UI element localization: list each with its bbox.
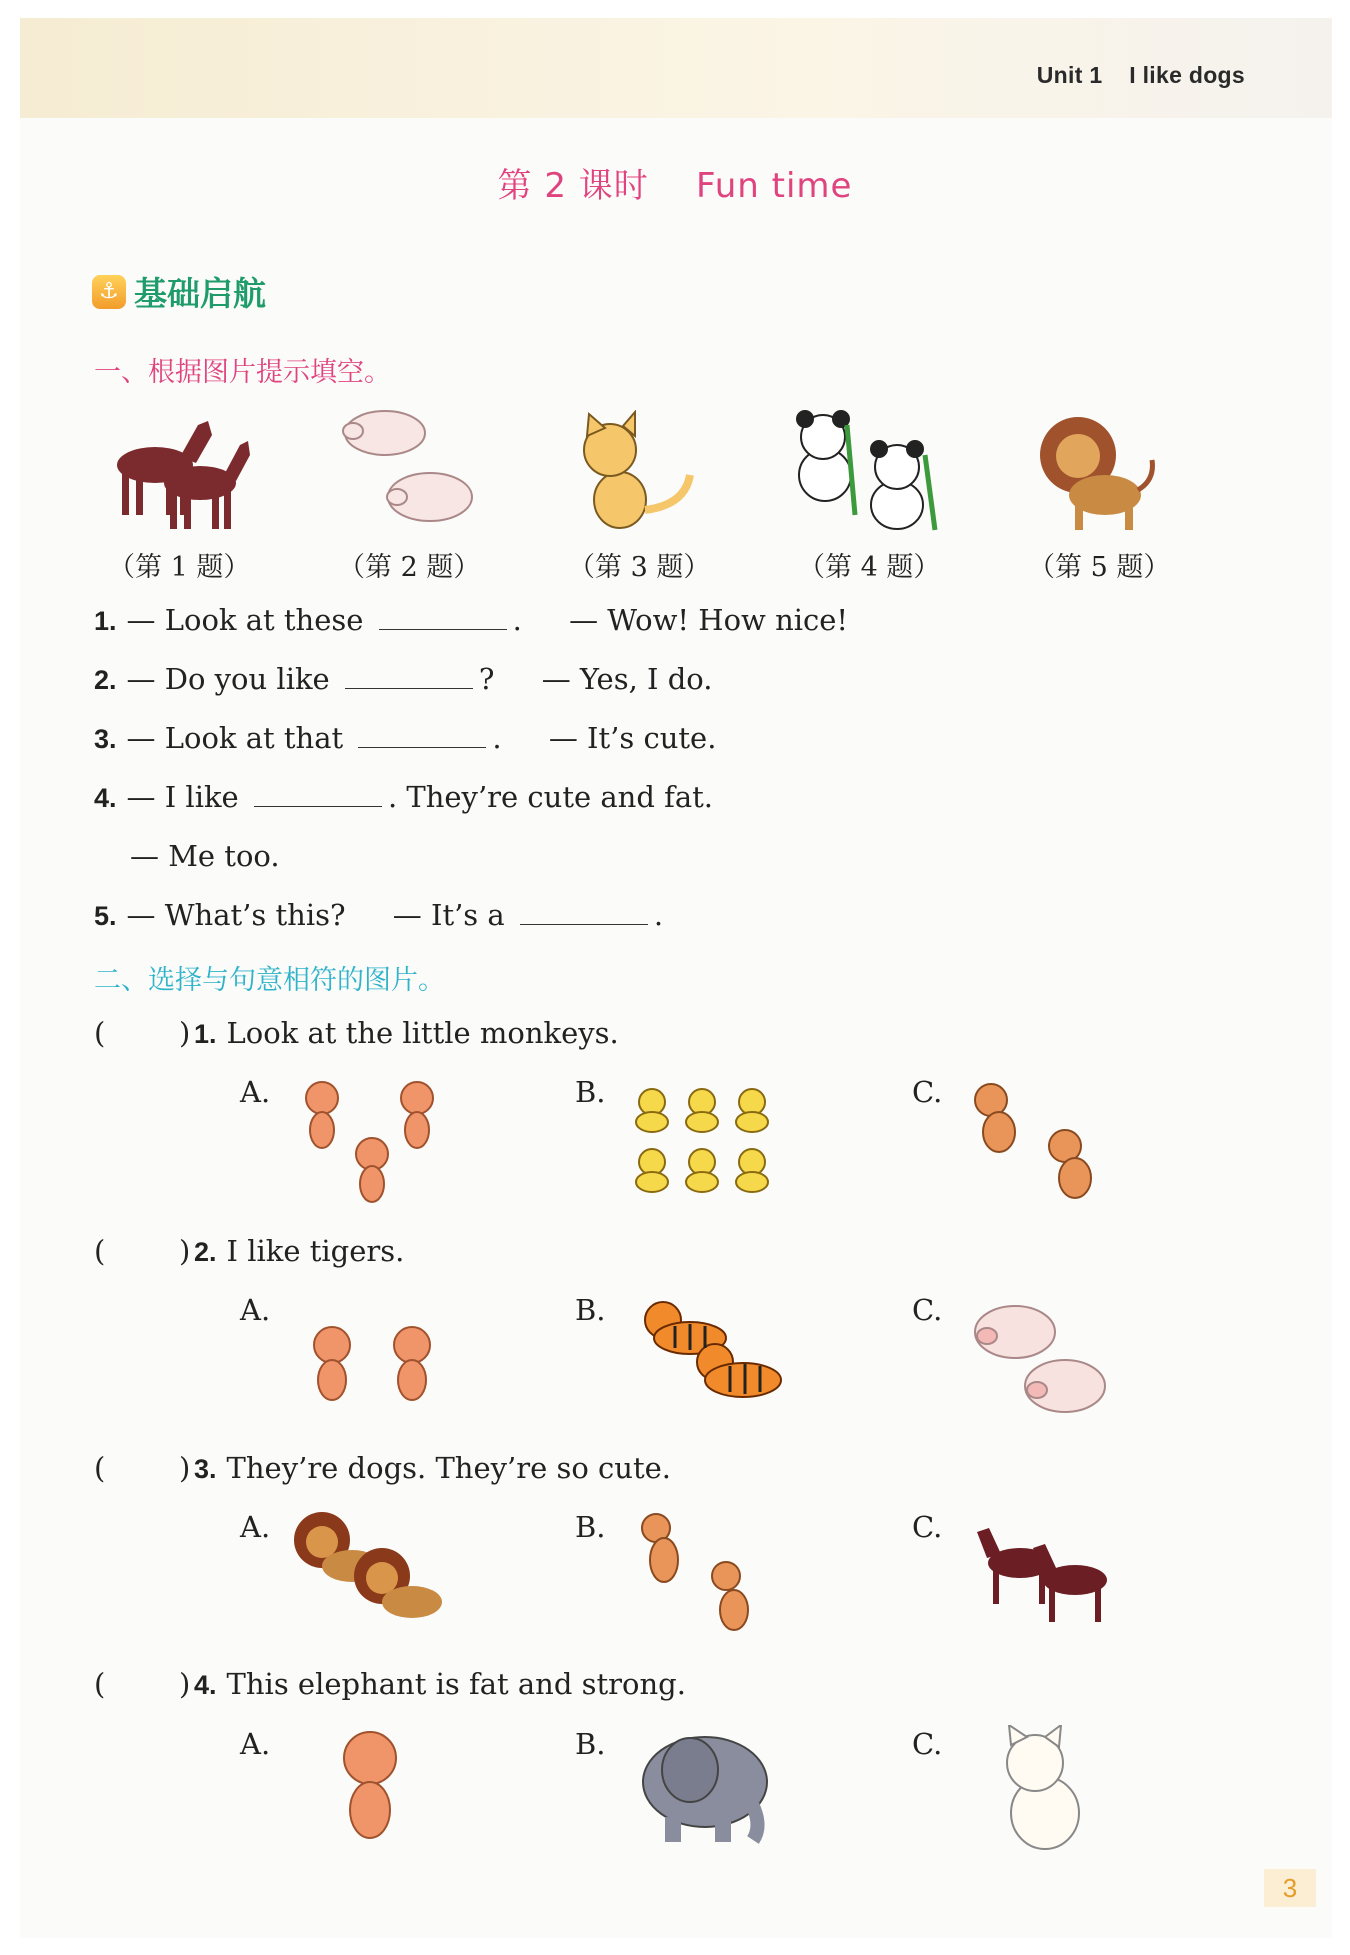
- choice-question-1: ( ) 1. Look at the little monkeys.: [94, 1016, 619, 1050]
- answer-blank[interactable]: [520, 902, 648, 925]
- option-c-label[interactable]: C.: [912, 1727, 943, 1761]
- part1-title: 一、根据图片提示填空。: [94, 357, 391, 388]
- anchor-icon: ⚓: [92, 275, 126, 309]
- cat-image: [565, 410, 705, 535]
- part2-title: 二、选择与句意相符的图片。: [94, 965, 445, 996]
- answer-paren[interactable]: ( ): [94, 1016, 191, 1050]
- pigs-image: [325, 405, 485, 535]
- dogs-image: [630, 1510, 780, 1635]
- fill-question-4-reply: — Me too.: [130, 839, 280, 873]
- caption-4: （第 4 题）: [798, 552, 941, 583]
- cat-image: [995, 1725, 1100, 1855]
- choice-question-4: ( ) 4. This elephant is fat and strong.: [94, 1667, 686, 1701]
- pigs-image: [965, 1300, 1125, 1420]
- answer-paren[interactable]: ( ): [94, 1451, 191, 1485]
- caption-2: （第 2 题）: [338, 552, 481, 583]
- answer-blank[interactable]: [358, 725, 486, 748]
- monkeys-image: [292, 1078, 452, 1208]
- lions-image: [292, 1510, 452, 1635]
- fill-question-1: 1. — Look at these . — Wow! How nice!: [94, 603, 849, 637]
- fill-question-5: 5. — What’s this? — It’s a .: [94, 898, 664, 932]
- option-b-label[interactable]: B.: [575, 1727, 606, 1761]
- option-c-label[interactable]: C.: [912, 1510, 943, 1544]
- ducks-image: [630, 1082, 780, 1207]
- answer-blank[interactable]: [254, 784, 382, 807]
- choice-question-2: ( ) 2. I like tigers.: [94, 1234, 405, 1268]
- monkeys-image: [292, 1320, 457, 1410]
- answer-paren[interactable]: ( ): [94, 1234, 191, 1268]
- option-b-label[interactable]: B.: [575, 1510, 606, 1544]
- horses-image: [100, 405, 250, 535]
- answer-blank[interactable]: [379, 607, 507, 630]
- caption-3: （第 3 题）: [568, 552, 711, 583]
- answer-blank[interactable]: [345, 666, 473, 689]
- caption-5: （第 5 题）: [1028, 552, 1171, 583]
- option-a-label[interactable]: A.: [240, 1075, 271, 1109]
- unit-title: Unit 1 I like dogs: [1036, 62, 1245, 88]
- elephant-image: [635, 1722, 785, 1847]
- option-c-label[interactable]: C.: [912, 1293, 943, 1327]
- page-number: 3: [1264, 1869, 1316, 1907]
- option-a-label[interactable]: A.: [240, 1727, 271, 1761]
- fill-question-4: 4. — I like . They’re cute and fat.: [94, 780, 713, 814]
- tigers-image: [635, 1296, 795, 1421]
- horses-image: [975, 1518, 1125, 1628]
- section-heading: [92, 268, 266, 315]
- fill-question-2: 2. — Do you like ? — Yes, I do.: [94, 662, 713, 696]
- pandas-image: [785, 405, 950, 535]
- option-a-label[interactable]: A.: [240, 1510, 271, 1544]
- choice-question-3: ( ) 3. They’re dogs. They’re so cute.: [94, 1451, 672, 1485]
- option-a-label[interactable]: A.: [240, 1293, 271, 1327]
- option-b-label[interactable]: B.: [575, 1075, 606, 1109]
- section-title: 基础启航: [134, 274, 266, 313]
- lion-image: [1030, 410, 1160, 535]
- lesson-title: 第 2 课时 Fun time: [497, 166, 853, 206]
- answer-paren[interactable]: ( ): [94, 1667, 191, 1701]
- monkey-image: [315, 1728, 435, 1858]
- option-c-label[interactable]: C.: [912, 1075, 943, 1109]
- fill-question-3: 3. — Look at that . — It’s cute.: [94, 721, 717, 755]
- caption-1: （第 1 题）: [108, 552, 251, 583]
- dogs-image: [965, 1080, 1125, 1210]
- option-b-label[interactable]: B.: [575, 1293, 606, 1327]
